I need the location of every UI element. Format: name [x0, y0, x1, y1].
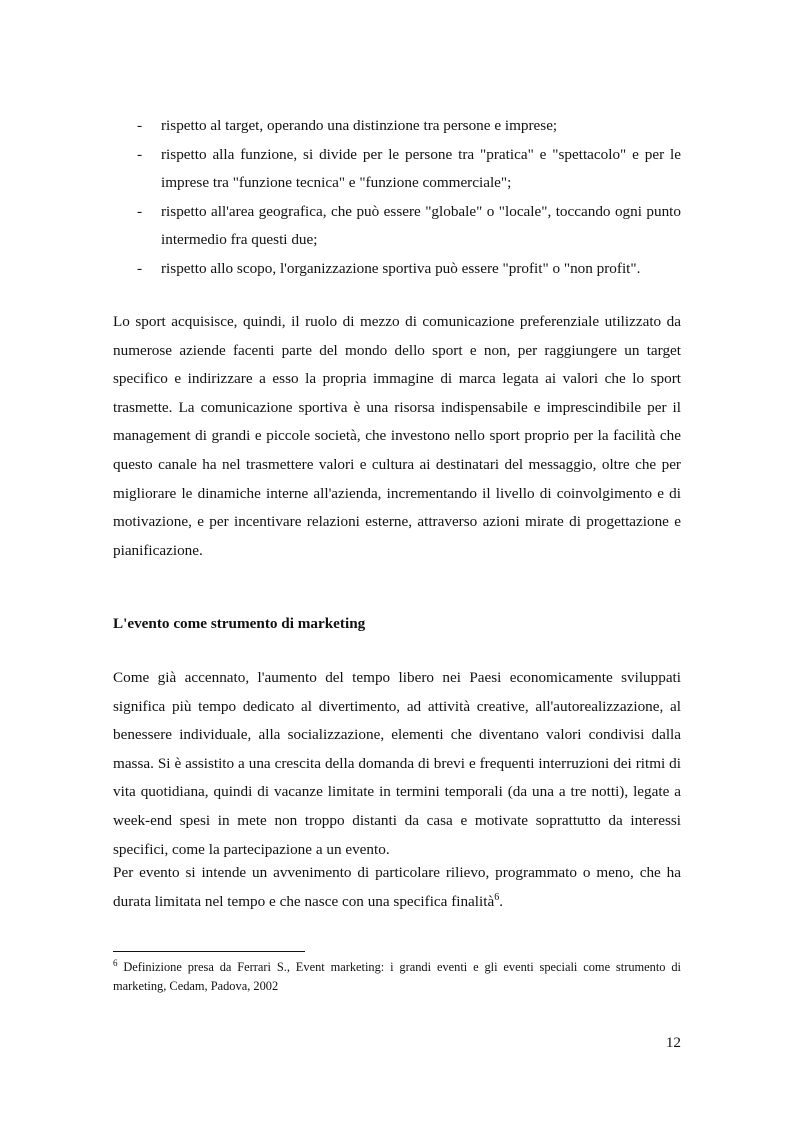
paragraph-end: . [499, 892, 503, 910]
bullet-dash: - [137, 117, 143, 134]
list-item [113, 141, 681, 198]
footnote [113, 958, 681, 995]
list-item-text: rispetto al target, operando una distinzione tra persone e imprese; [161, 117, 558, 134]
body-paragraph: Come già accennato, l'aumento del tempo libero nei Paesi economicamente sviluppati significa più tempo dedicato al divertimento, ad attività creative, all'autorealizzazione, al benessere individuale, alla socializzazione, elementi che diventano valori condivisi dalla massa. Si è assistito a una crescita della domanda di brevi e frequenti interruzioni dei ritmi di vita quotidiana, quindi di vacanze limitate in termini temporali (da una a tre notti), legate a week-end spesi in mete non troppo distanti da casa e motivate soprattutto da interessi specifici, come la partecipazione a un evento. [113, 669, 681, 858]
list-item-text: rispetto all'area geografica, che può essere "globale" o "locale", toccando ogni punto intermedio fra questi due; [161, 202, 681, 249]
bullet-list [113, 112, 681, 284]
list-item-text: rispetto alla funzione, si divide per le persone tra "pratica" e "spettacolo" e per le imprese tra "funzione tecnica" e "funzione commerciale"; [161, 145, 681, 192]
footnote-number: 6 [113, 957, 118, 968]
body-paragraph [113, 859, 681, 916]
list-item-text: rispetto allo scopo, l'organizzazione sportiva può essere "profit" o "non profit". [161, 259, 641, 277]
page-number: 12 [665, 1034, 681, 1051]
footnote-text: Definizione presa da Ferrari S., Event marketing: i grandi eventi e gli eventi speciali come strumento di marketing, Cedam, Padova, 2002 [113, 960, 681, 993]
footnote-divider [113, 951, 305, 952]
list-item [113, 112, 681, 141]
list-item [113, 198, 681, 255]
footnote-reference[interactable]: 6 [494, 891, 500, 903]
bullet-dash: - [137, 145, 143, 163]
section-heading: L'evento come strumento di marketing [113, 615, 366, 632]
bullet-dash: - [137, 202, 143, 220]
list-item [113, 255, 681, 284]
paragraph-text: Per evento si intende un avvenimento di particolare rilievo, programmato o meno, che ha durata limitata nel tempo e che nasce con una specifica finalità [113, 864, 681, 910]
bullet-dash: - [137, 259, 143, 277]
body-paragraph: Lo sport acquisisce, quindi, il ruolo di mezzo di comunicazione preferenziale utilizzato da numerose aziende facenti parte del mondo dello sport e non, per raggiungere un target specifico e indirizzare a esso la propria immagine di marca legata ai valori che lo sport trasmette. La comunicazione sportiva è una risorsa indispensabile e imprescindibile per il management di grandi e piccole società, che investono nello sport proprio per la facilità che questo canale ha nel trasmettere valori e cultura ai destinatari del messaggio, oltre che per migliorare le dinamiche interne all'azienda, incrementando il livello di coinvolgimento e di motivazione, e per incentivare relazioni esterne, attraverso azioni mirate di progettazione e pianificazione. [113, 313, 681, 559]
